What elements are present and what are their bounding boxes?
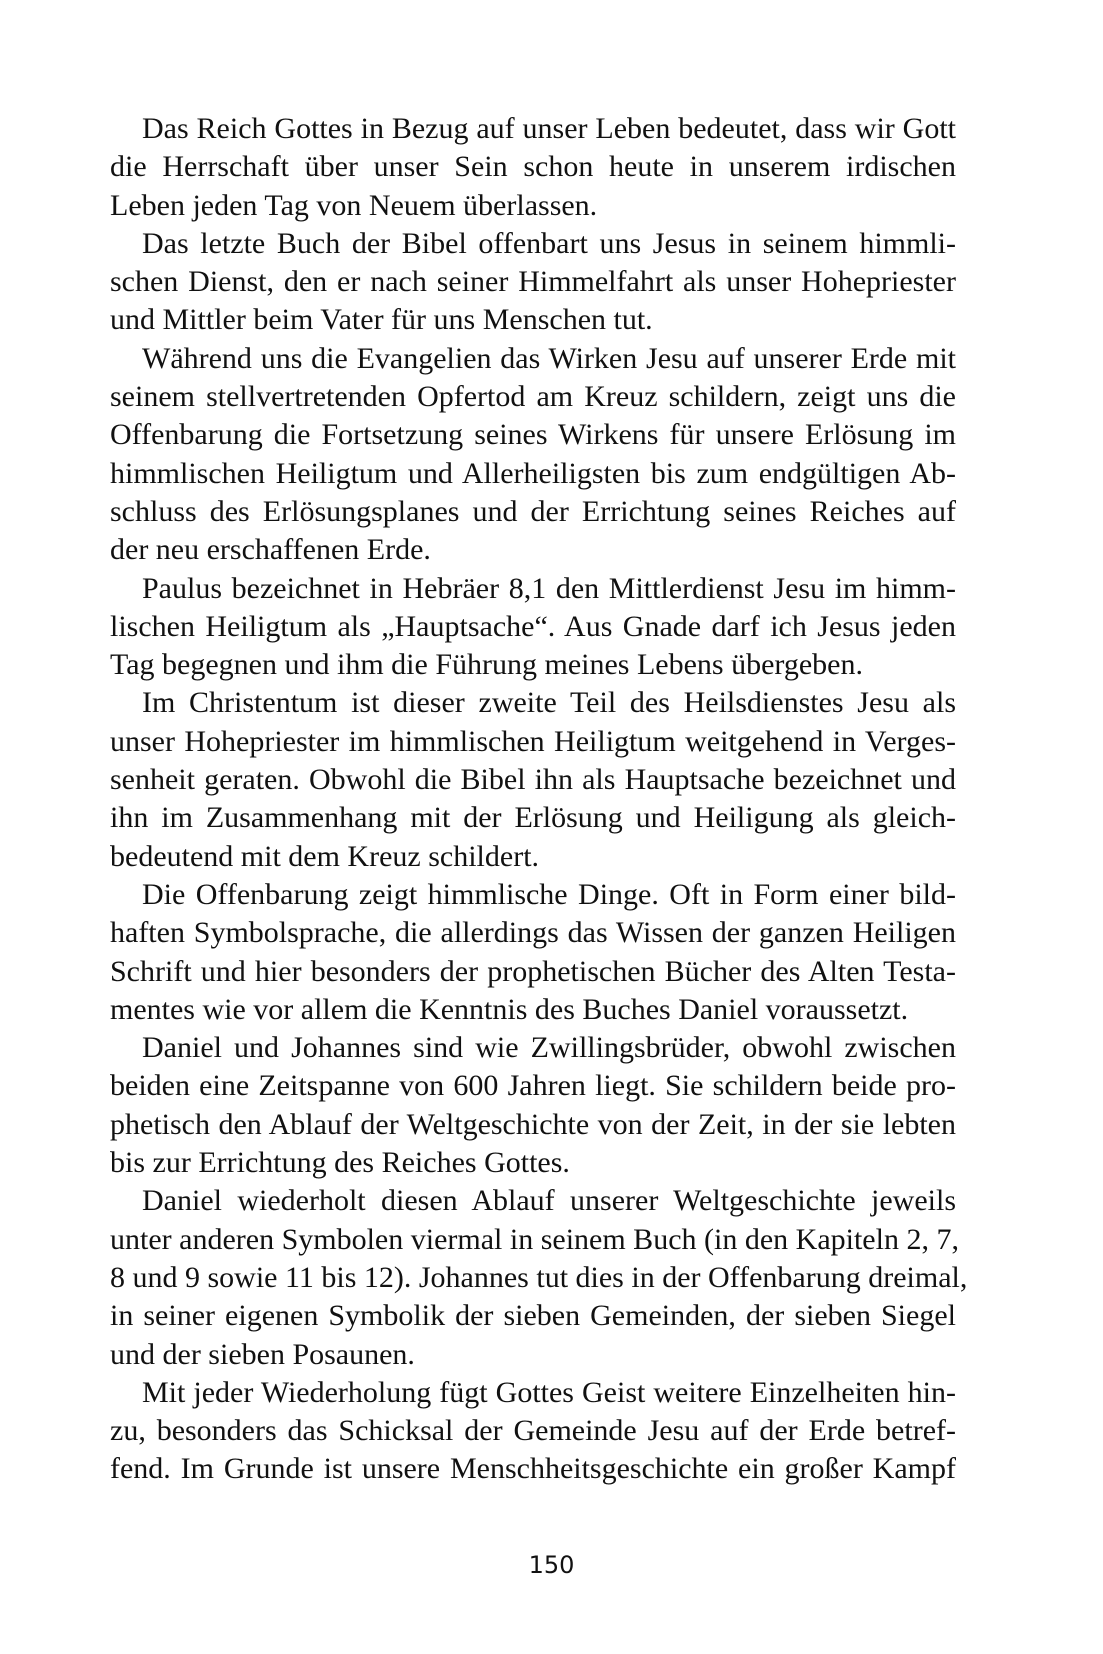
text-line: unter anderen Symbolen viermal in seinem Buch (in den Kapiteln 2, 7,	[110, 1222, 959, 1256]
text-line: und Mittler beim Vater für uns Menschen tut.	[110, 303, 653, 337]
text-line: Die Offenbarung zeigt himmlische Dinge. Oft in Form einer bild-	[142, 877, 956, 911]
text-line: Schrift und hier besonders der prophetischen Bücher des Alten Testa-	[110, 954, 956, 988]
text-line: seinem stellvertretenden Opfertod am Kreuz schildern, zeigt uns die	[110, 380, 956, 414]
text-line: Daniel wiederholt diesen Ablauf unserer Weltgeschichte jeweils	[142, 1184, 956, 1218]
text-line: ihn im Zusammenhang mit der Erlösung und Heiligung als gleich-	[110, 801, 956, 835]
text-line: Das Reich Gottes in Bezug auf unser Leben bedeutet, dass wir Gott	[142, 112, 956, 145]
text-line: haften Symbolsprache, die allerdings das Wissen der ganzen Heiligen	[110, 916, 956, 950]
text-line: unser Hohepriester im himmlischen Heiligtum weitgehend in Verges-	[110, 724, 956, 758]
text-line: zu, besonders das Schicksal der Gemeinde Jesu auf der Erde betref-	[110, 1414, 956, 1448]
text-line: Mit jeder Wiederholung fügt Gottes Geist weitere Einzelheiten hin-	[142, 1375, 956, 1409]
body-text	[110, 110, 968, 1489]
text-line: bedeutend mit dem Kreuz schildert.	[110, 839, 540, 873]
text-line: die Herrschaft über unser Sein schon heute in unserem irdischen	[110, 150, 956, 184]
text-line: lischen Heiligtum als „Hauptsache“. Aus Gnade darf ich Jesus jeden	[110, 609, 956, 643]
text-line: schen Dienst, den er nach seiner Himmelfahrt als unser Hohepriester	[110, 265, 956, 299]
text-line: und der sieben Posaunen.	[110, 1337, 415, 1371]
text-line: senheit geraten. Obwohl die Bibel ihn als Hauptsache bezeichnet und	[110, 763, 956, 797]
page-number: 150	[528, 1551, 575, 1579]
text-line: Paulus bezeichnet in Hebräer 8,1 den Mittlerdienst Jesu im himm-	[142, 571, 956, 605]
text-line: Daniel und Johannes sind wie Zwillingsbrüder, obwohl zwischen	[142, 1031, 956, 1065]
text-line: in seiner eigenen Symbolik der sieben Gemeinden, der sieben Siegel	[110, 1299, 956, 1333]
text-line: himmlischen Heiligtum und Allerheiligsten bis zum endgültigen Ab-	[110, 456, 956, 490]
text-line: Offenbarung die Fortsetzung seines Wirkens für unsere Erlösung im	[110, 418, 956, 452]
text-line: 8 und 9 sowie 11 bis 12). Johannes tut dies in der Offenbarung dreimal,	[110, 1260, 968, 1294]
text-line: Das letzte Buch der Bibel offenbart uns Jesus in seinem himmli-	[142, 226, 956, 260]
text-line: fend. Im Grunde ist unsere Menschheitsgeschichte ein großer Kampf	[110, 1452, 956, 1486]
text-line: Tag begegnen und ihm die Führung meines Lebens übergeben.	[110, 648, 863, 682]
text-line: Im Christentum ist dieser zweite Teil des Heilsdienstes Jesu als	[142, 686, 956, 720]
text-line: Leben jeden Tag von Neuem überlassen.	[110, 188, 598, 222]
text-line: bis zur Errichtung des Reiches Gottes.	[110, 1146, 570, 1180]
text-line: schluss des Erlösungsplanes und der Errichtung seines Reiches auf	[110, 494, 956, 528]
text-line: beiden eine Zeitspanne von 600 Jahren liegt. Sie schildern beide pro-	[110, 1069, 956, 1103]
text-line: der neu erschaffenen Erde.	[110, 533, 431, 567]
text-line: Während uns die Evangelien das Wirken Jesu auf unserer Erde mit	[142, 341, 956, 375]
text-line: phetisch den Ablauf der Weltgeschichte von der Zeit, in der sie lebten	[110, 1107, 956, 1141]
text-line: mentes wie vor allem die Kenntnis des Buches Daniel voraussetzt.	[110, 992, 909, 1026]
